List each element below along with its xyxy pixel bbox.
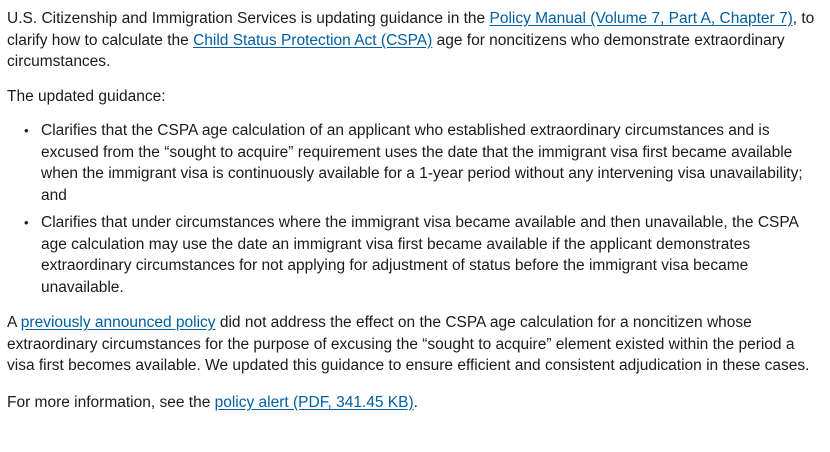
list-item-text: Clarifies that under circumstances where the immigrant visa became available and then unavailable, the CSPA age calculation may use the date an immigrant visa first became available if the applicant demonstrates extraordinary circumstances for not applying for adjustment of status before the immigrant visa became unavailable. [41,214,799,296]
intro-text-3: age for noncitizens who demonstrate extraordinary circumstances. [7,31,785,70]
list-item-text: Clarifies that the CSPA age calculation of an applicant who established extraordinary circumstances and is excused from the “sought to acquire” requirement uses the date that the immigrant visa first became available when the immigrant visa is continuously available for a 1-year period without any intervening visa unavailability; and [41,122,803,204]
previous-policy-paragraph [7,312,824,377]
intro-text-2: , to clarify how to calculate the [7,10,815,49]
announced-text-1: A [7,314,21,331]
intro-paragraph [7,8,824,73]
announced-text-2: did not address the effect on the CSPA age calculation for a noncitizen whose extraordinary circumstances for the purpose of excusing the “sought to acquire” element existed within the period a visa first becomes available. We updated this guidance to ensure efficient and consistent adjudication in these cases. [7,314,810,374]
more-info-text-1: For more information, see the [7,393,215,411]
list-item [24,212,824,298]
guidance-list [7,120,824,298]
more-info-paragraph [7,392,824,414]
policy-manual-link[interactable]: Policy Manual (Volume 7, Part A, Chapter 7) [489,10,793,27]
more-info-text-2: . [413,393,418,411]
bullet-icon: • [24,123,29,138]
bullet-icon: • [24,215,29,230]
previously-announced-policy-link[interactable]: previously announced policy [20,314,216,331]
intro-text-1: U.S. Citizenship and Immigration Services is updating guidance in the [7,10,490,27]
policy-alert-link[interactable]: policy alert (PDF, 341.45 KB) [214,393,414,411]
updated-guidance-heading: The updated guidance: [7,87,166,105]
list-item [24,120,824,206]
cspa-link[interactable]: Child Status Protection Act (CSPA) [193,31,433,49]
